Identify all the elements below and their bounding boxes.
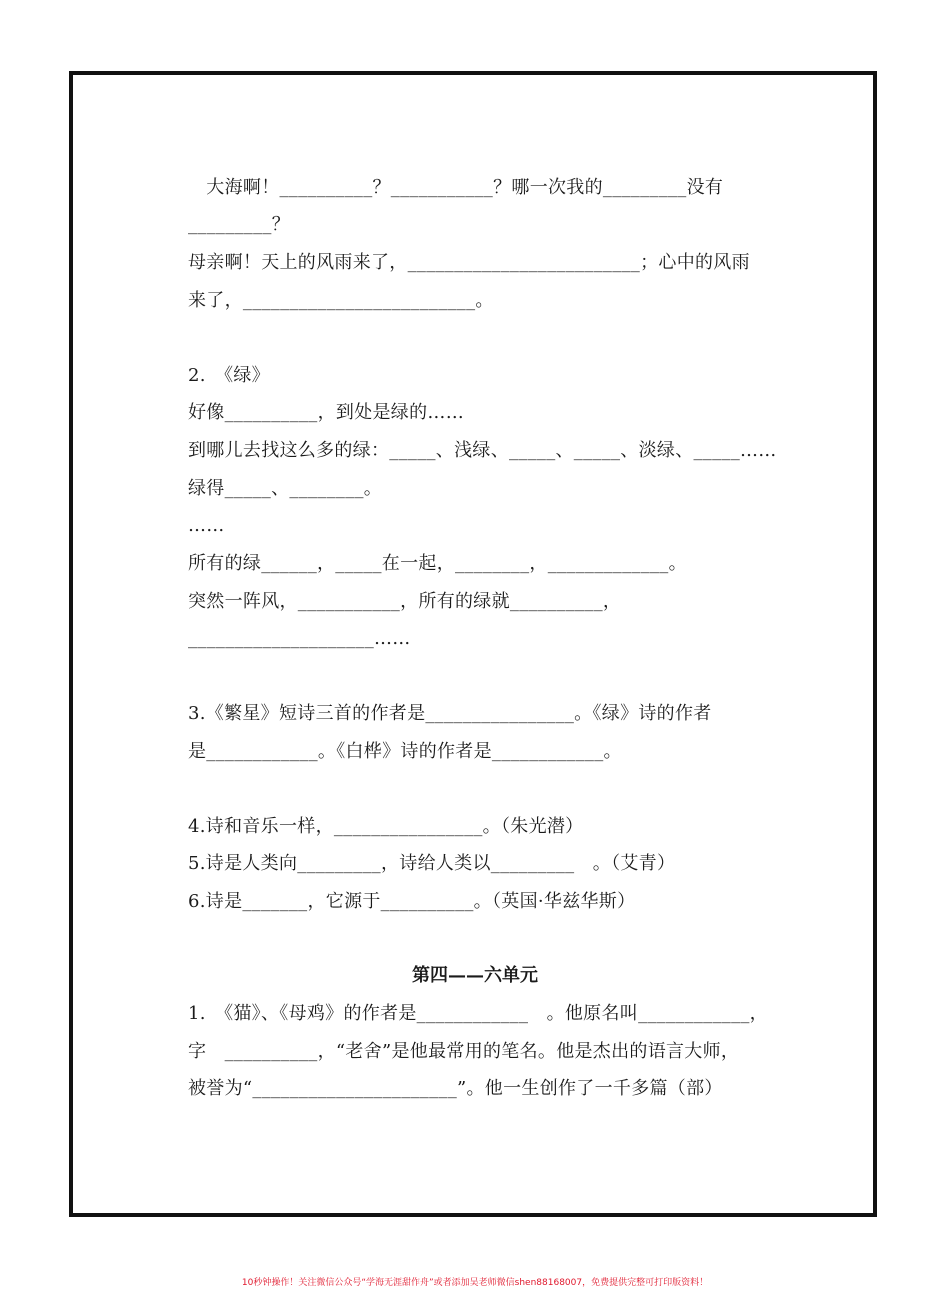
section-heading: 第四——六单元 bbox=[412, 965, 538, 986]
text-line-green-1: 好像__________，到处是绿的…… bbox=[188, 402, 464, 423]
question-5: 5.诗是人类向_________，诗给人类以_________ 。（艾青） bbox=[188, 853, 676, 874]
text-line-green-5: 突然一阵风，___________，所有的绿就__________， bbox=[188, 591, 622, 612]
unit4-question-1-line-3: 被誉为“______________________”。他一生创作了一千多篇（部） bbox=[188, 1078, 723, 1099]
text-line-green-6: ____________________…… bbox=[188, 628, 411, 649]
question-3-line-1: 3.《繁星》短诗三首的作者是________________。《绿》诗的作者 bbox=[188, 703, 712, 724]
text-line-green-2: 到哪儿去找这么多的绿：_____、浅绿、_____、_____、淡绿、_____…… bbox=[188, 440, 777, 461]
text-line-sea-1: 大海啊！__________？___________？哪一次我的_________没有 bbox=[188, 177, 724, 198]
text-line-green-4: 所有的绿______，_____在一起，________，_____________。 bbox=[188, 553, 687, 574]
question-4: 4.诗和音乐一样，________________。（朱光潜） bbox=[188, 816, 584, 837]
text-line-sea-2: _________？ bbox=[188, 214, 290, 235]
unit4-question-1-line-1: 1. 《猫》、《母鸡》的作者是____________ 。他原名叫____________， bbox=[188, 1003, 768, 1024]
text-line-green-3: 绿得_____、________。 bbox=[188, 478, 383, 499]
text-line-mother-1: 母亲啊！天上的风雨来了，_________________________；心中的风雨 bbox=[188, 252, 750, 273]
question-2-title: 2. 《绿》 bbox=[188, 365, 270, 386]
unit4-question-1-line-2: 字 __________，“老舍”是他最常用的笔名。他是杰出的语言大师， bbox=[188, 1041, 740, 1062]
text-line-mother-2: 来了，_________________________。 bbox=[188, 290, 494, 311]
question-3-line-2: 是____________。《白桦》诗的作者是____________。 bbox=[188, 741, 622, 762]
question-6: 6.诗是_______，它源于__________。（英国·华兹华斯） bbox=[188, 891, 636, 912]
footer-notice: 10秒钟操作！关注微信公众号“学海无涯甜作舟”或者添加吴老师微信shen88168007，免费提供完整可打印版资料！ bbox=[241, 1278, 709, 1288]
text-line-ellipsis: …… bbox=[188, 515, 225, 536]
